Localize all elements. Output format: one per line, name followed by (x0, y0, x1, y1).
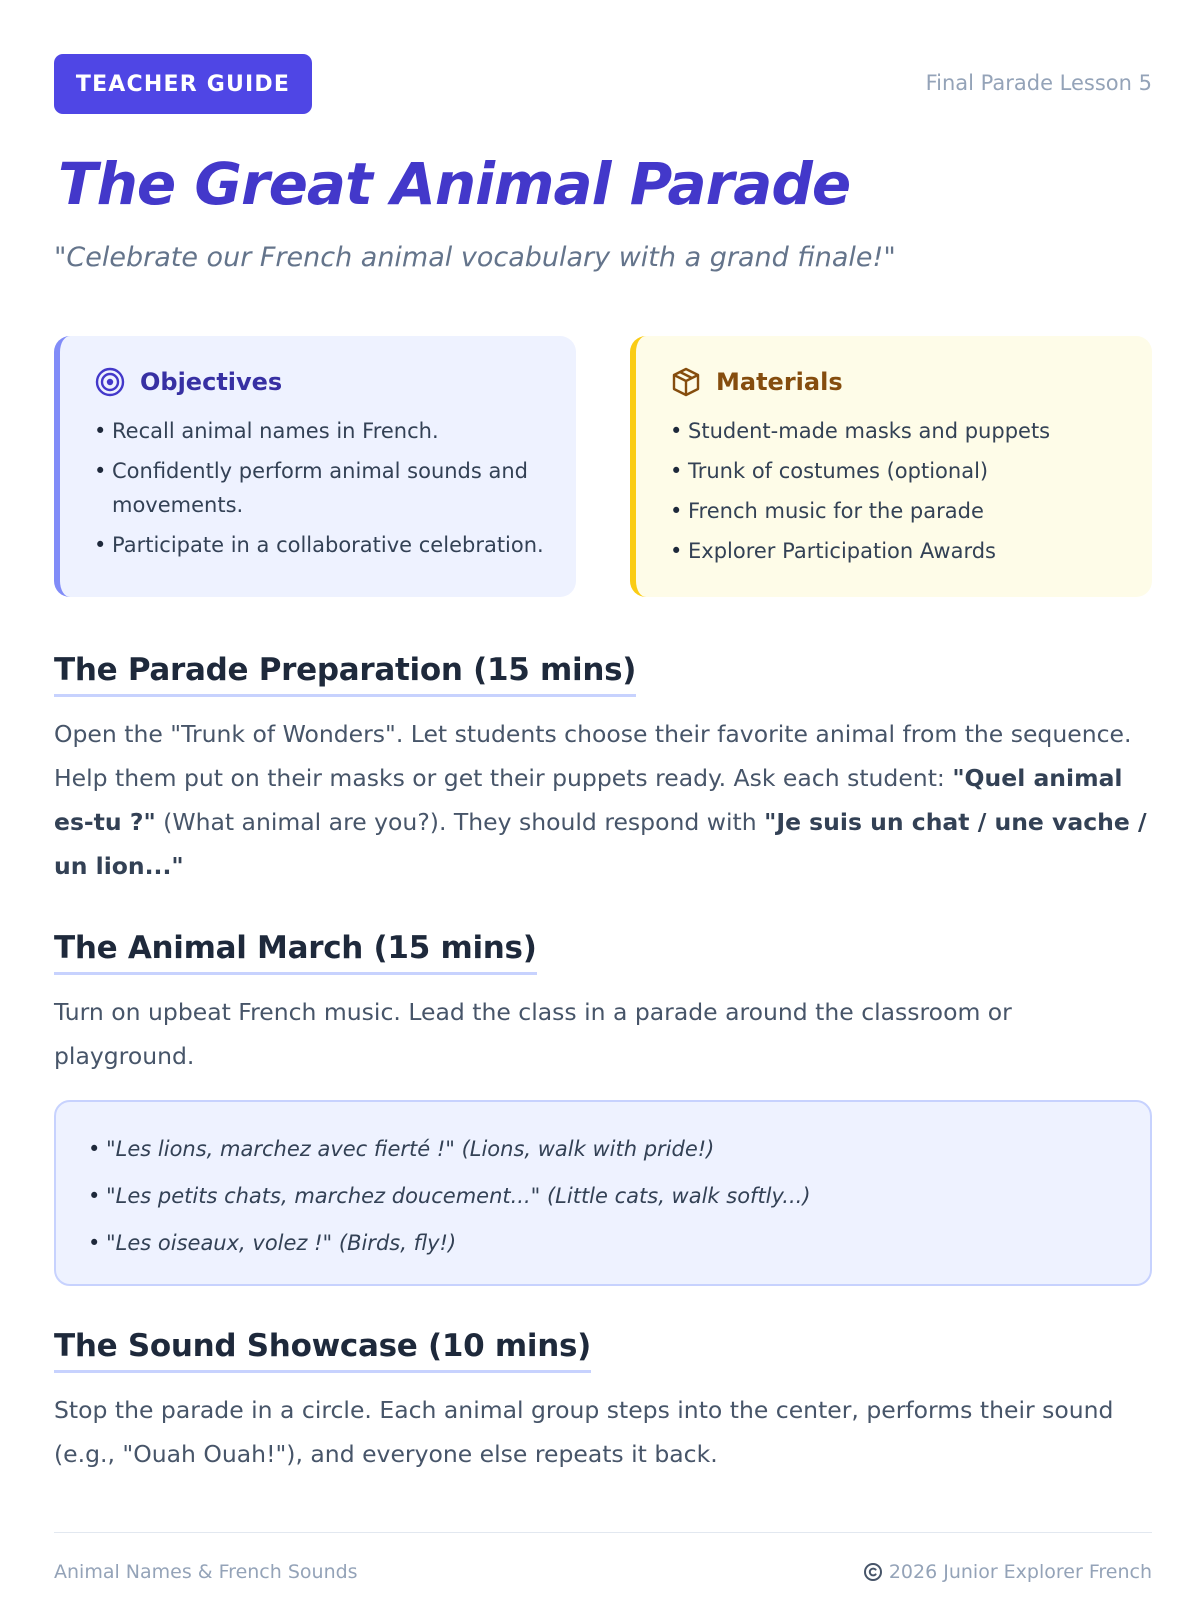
section-heading-showcase: The Sound Showcase (10 mins) (54, 1328, 591, 1373)
objective-item: • Recall animal names in French. (94, 414, 550, 448)
box-icon (670, 366, 702, 398)
answer-phrase: "Je suis un chat / une vache / un lion..." (54, 808, 1147, 880)
objectives-title: Objectives (140, 368, 283, 396)
material-item: • Student-made masks and puppets (670, 414, 1126, 448)
question-phrase: "Quel animal es-tu ?" (54, 764, 1123, 836)
section-heading-preparation: The Parade Preparation (15 mins) (54, 652, 636, 697)
section-heading-march: The Animal March (15 mins) (54, 930, 537, 975)
page-header (54, 54, 1152, 114)
materials-list (670, 414, 1126, 568)
footer-course-name: Animal Names & French Sounds (54, 1561, 358, 1583)
objectives-list (94, 414, 550, 562)
objectives-card (54, 336, 576, 597)
objective-item: • Confidently perform animal sounds and movements. (94, 454, 550, 522)
objective-item: • Participate in a collaborative celebration. (94, 528, 550, 562)
phrase-item: • "Les lions, marchez avec fierté !" (Lions, walk with pride!) (88, 1126, 1118, 1173)
page-title: The Great Animal Parade (58, 150, 851, 218)
march-phrases-list (88, 1126, 1118, 1267)
footer-copyright (863, 1561, 1152, 1583)
page-subtitle: "Celebrate our French animal vocabulary with a grand finale!" (54, 242, 896, 273)
lesson-label: Final Parade Lesson 5 (925, 71, 1152, 95)
materials-title: Materials (716, 368, 843, 396)
section-text-preparation: Open the "Trunk of Wonders". Let students choose their favorite animal from the sequence. Help them put on their masks or get their puppets ready. Ask each student: "Quel animal es-tu ?" (What animal are you?). They should respond with "Je suis un chat / une vache / un lion..." (54, 720, 1147, 880)
section-text-march: Turn on upbeat French music. Lead the class in a parade around the classroom or playground. (54, 998, 1012, 1070)
target-icon (94, 366, 126, 398)
material-item: • Trunk of costumes (optional) (670, 454, 1126, 488)
phrase-item: • "Les oiseaux, volez !" (Birds, fly!) (88, 1220, 1118, 1267)
copyright-icon (863, 1562, 883, 1582)
objectives-heading (94, 366, 550, 398)
material-item: • French music for the parade (670, 494, 1126, 528)
phrase-item: • "Les petits chats, marchez doucement..." (Little cats, walk softly...) (88, 1173, 1118, 1220)
materials-card (630, 336, 1152, 597)
material-item: • Explorer Participation Awards (670, 534, 1126, 568)
march-phrases-box (54, 1100, 1152, 1286)
footer-divider (54, 1532, 1152, 1533)
teacher-guide-badge: TEACHER GUIDE (54, 54, 312, 114)
footer-copyright-text: 2026 Junior Explorer French (888, 1561, 1152, 1583)
materials-heading (670, 366, 1126, 398)
section-text-showcase: Stop the parade in a circle. Each animal group steps into the center, performs their sound (e.g., "Ouah Ouah!"), and everyone else repeats it back. (54, 1396, 1114, 1468)
